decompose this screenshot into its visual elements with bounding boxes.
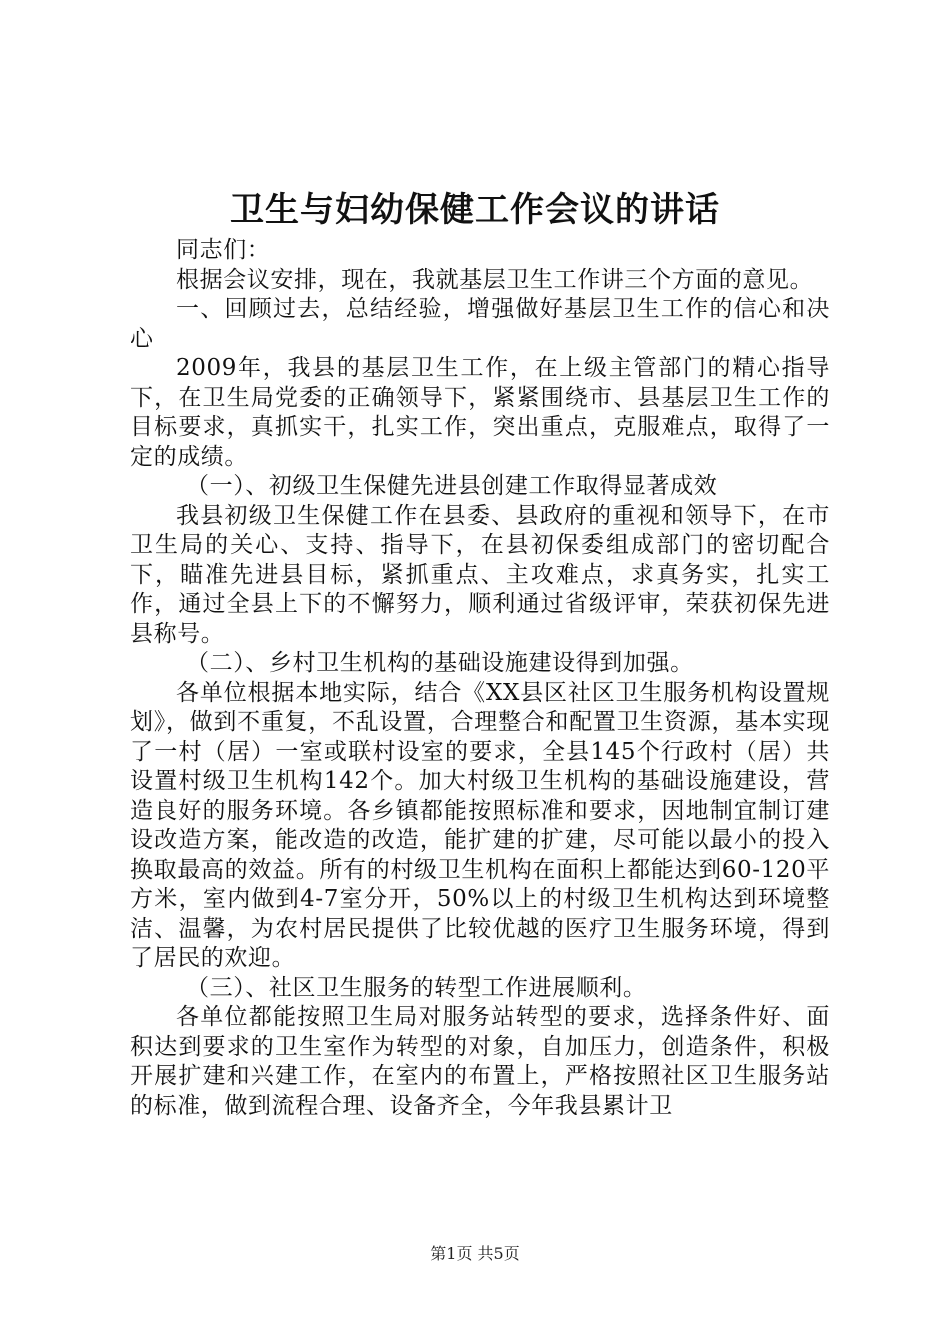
paragraph-2009-summary: 2009年，我县的基层卫生工作，在上级主管部门的精心指导下，在卫生局党委的正确领导下，紧紧围绕市、县基层卫生工作的目标要求，真抓实干，扎实工作，突出重点，克服难点，取得了一定的成绩。 [130, 355, 830, 470]
subheading-3: （三）、社区卫生服务的转型工作进展顺利。 [186, 974, 647, 1001]
document-body [130, 236, 830, 1121]
subheading-1: （一）、初级卫生保健先进县创建工作取得显著成效 [186, 473, 718, 499]
subheading-2: （二）、乡村卫生机构的基础设施建设得到加强。 [186, 650, 694, 676]
paragraph-primary-care: 我县初级卫生保健工作在县委、县政府的重视和领导下，在市卫生局的关心、支持、指导下，在县初保委组成部门的密切配合下，瞄准先进县目标，紧抓重点、主攻难点，求真务实，扎实工作，通过全县上下的不懈努力，顺利通过省级评审，荣获初保先进县称号。 [130, 502, 830, 647]
page-footer: 第1页 共5页 [430, 1244, 520, 1263]
paragraph-intro: 根据会议安排，现在，我就基层卫生工作讲三个方面的意见。 [176, 266, 814, 293]
document-title: 卫生与妇幼保健工作会议的讲话 [230, 190, 720, 230]
section-heading-1: 一、回顾过去，总结经验，增强做好基层卫生工作的信心和决心 [130, 296, 830, 352]
paragraph-community-service: 各单位都能按照卫生局对服务站转型的要求，选择条件好、面积达到要求的卫生室作为转型的对象，自加压力，创造条件，积极开展扩建和兴建工作，在室内的布置上，严格按照社区卫生服务站的标准，做到流程合理、设备齐全，今年我县累计卫 [130, 1004, 830, 1119]
paragraph-infrastructure: 各单位根据本地实际，结合《XX县区社区卫生服务机构设置规划》，做到不重复，不乱设置，合理整合和配置卫生资源，基本实现了一村（居）一室或联村设室的要求，全县145个行政村（居）共设置村级卫生机构142个。加大村级卫生机构的基础设施建设，营造良好的服务环境。各乡镇都能按照标准和要求，因地制宜制订建设改造方案，能改造的改造，能扩建的扩建，尽可能以最小的投入换取最高的效益。所有的村级卫生机构在面积上都能达到60-120平方米，室内做到4-7室分开，50%以上的村级卫生机构达到环境整洁、温馨，为农村居民提供了比较优越的医疗卫生服务环境，得到了居民的欢迎。 [130, 679, 830, 971]
paragraph-greeting: 同志们： [176, 237, 271, 263]
